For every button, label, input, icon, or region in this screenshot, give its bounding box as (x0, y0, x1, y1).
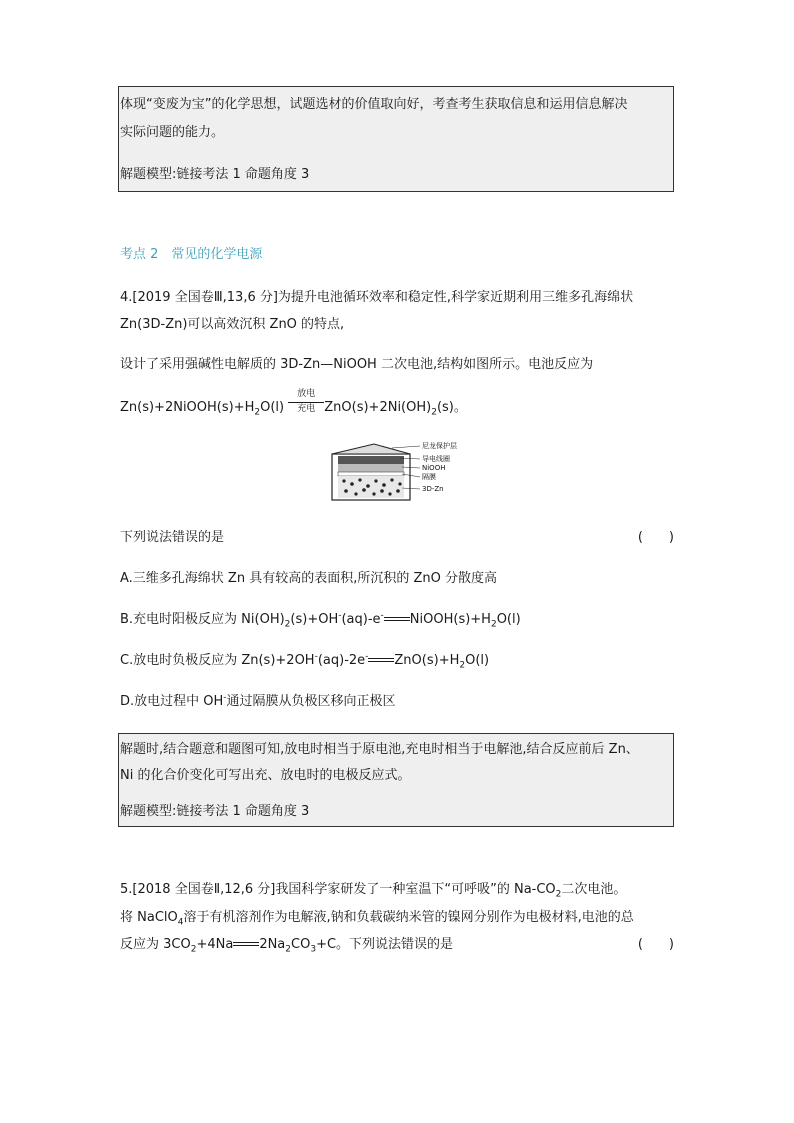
battery-structure-diagram (330, 440, 480, 502)
option-c[interactable]: C.放电时负极反应为 Zn(s)+2OH-(aq)-2e- $ZnO(s)+H_2O(l)$ (120, 651, 490, 671)
question-5-stem: 将 NaClO$_4$溶于有机溶剂作为电解液,钠和负载碳纳米管的镍网分别作为电极材料,电池的总 (120, 910, 634, 928)
separator-layer (338, 472, 404, 476)
solution-model-link[interactable]: 解题模型:链接考法 1 命题角度 3 (120, 804, 310, 819)
label-separator: 隔膜 (422, 473, 436, 481)
analysis-box-2 (118, 733, 674, 827)
question-4-stem: 设计了采用强碱性电解质的 3D-Zn—NiOOH 二次电池,结构如图所示。电池反应为 (120, 357, 594, 372)
answer-blank[interactable]: ( ) (637, 937, 674, 952)
nylon-layer-shape (332, 444, 410, 454)
battery-reaction-equation: $Zn(s)+2NiOOH(s)+H_2O(l)$ 放电 充电 $ZnO(s)+2Ni(OH)_2(s)$。 (120, 388, 467, 418)
section-title: 考点 2 常见的化学电源 (120, 247, 263, 262)
equals-arrow-icon (384, 617, 410, 623)
analysis-text-line: 体现“变废为宝”的化学思想，试题选材的价值取向好，考查考生获取信息和运用信息解决 (120, 97, 628, 112)
question-5-stem: 反应为 $3CO_2+4Na$ $2Na_2CO_3+C$。下列说法错误的是 (120, 937, 454, 955)
question-5-stem: 5.[2018 全国卷Ⅱ,12,6 分]我国科学家研发了一种室温下“可呼吸”的 $Na-CO_2$二次电池。 (120, 882, 627, 900)
question-4-prompt: 下列说法错误的是 (120, 530, 225, 545)
zn-layer (338, 476, 404, 498)
question-4-stem: 4.[2019 全国卷Ⅲ,13,6 分]为提升电池循环效率和稳定性,科学家近期利用三维多孔海绵状 (120, 290, 634, 305)
analysis-text-line: 实际问题的能力。 (120, 125, 225, 140)
option-b[interactable]: B.充电时阳极反应为 $Ni(OH)_2(s)+OH^-(aq)-e^-$ $NiOOH(s)+H_2O(l)$ (120, 610, 521, 630)
equals-arrow-icon (233, 942, 259, 948)
equals-arrow-icon (368, 658, 394, 664)
label-conductive-coil: 导电线圈 (422, 455, 450, 463)
niooh-layer (338, 464, 404, 472)
label-niooh: NiOOH (422, 464, 446, 472)
solution-model-link[interactable]: 解题模型:链接考法 1 命题角度 3 (120, 167, 310, 182)
label-3d-zn: 3D-Zn (422, 485, 444, 493)
label-nylon-layer: 尼龙保护层 (422, 442, 457, 450)
question-4-stem: Zn(3D-Zn)可以高效沉积 ZnO 的特点, (120, 317, 345, 332)
answer-blank[interactable]: ( ) (637, 530, 674, 545)
option-d[interactable]: D.放电过程中 OH-通过隔膜从负极区移向正极区 (120, 692, 396, 709)
analysis-box-1 (118, 86, 674, 192)
analysis-text-line: Ni 的化合价变化可写出充、放电时的电极反应式。 (120, 768, 411, 783)
option-a[interactable]: A.三维多孔海绵状 Zn 具有较高的表面积,所沉积的 ZnO 分散度高 (120, 571, 497, 586)
reversible-arrow-icon: 放电 充电 (288, 402, 324, 414)
analysis-text-line: 解题时,结合题意和题图可知,放电时相当于原电池,充电时相当于电解池,结合反应前后 Zn、 (120, 742, 639, 757)
conductive-coil-layer (338, 456, 404, 464)
